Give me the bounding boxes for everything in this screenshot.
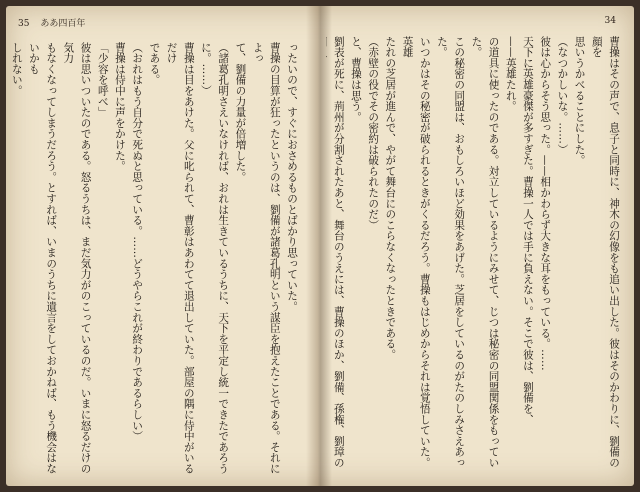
- running-title: ああ四百年: [40, 19, 86, 29]
- text-line: 思いうかべることにした。: [573, 36, 586, 166]
- text-line: 曹操の目算が狂ったというのは、劉備が諸葛孔明という謀臣を抱えたことである。それによっ: [251, 42, 281, 474]
- text-line: ——英雄たれ。: [504, 36, 517, 112]
- text-line: [6, 42, 8, 474]
- book-spread: [6, 6, 634, 486]
- text-line: 曹操は侍中に声をかけた。: [113, 42, 126, 172]
- right-page-header: [605, 16, 616, 26]
- text-line: と、曹操は思う。: [349, 36, 362, 123]
- text-line: もなくなってしまうだろう。とすれば、いまのうちに遺言をしておかねば、もう機会はないかも: [27, 42, 58, 474]
- text-line: 彼は思いついたのである。怒るうちは、まだ気力がのこっているのだ。いまに怒るだけの気力: [62, 42, 92, 474]
- text-line: ったいので、すぐにおさめるものとばかり思っていた。: [286, 42, 298, 312]
- left-page-header: [18, 16, 93, 29]
- text-line: （諸葛孔明さえいなければ、おれは生きているうちに、天下を平定し統一できたであろう: [217, 42, 230, 474]
- text-line: 劉表が死に、荊州が分割されたあと、舞台のうえには、曹操のほか、劉備、孫権、劉璋の: [332, 36, 345, 468]
- text-line: この秘密の同盟は、おもしろいほど効果をあげた。芝居をしているのがたのしみさえあった。: [435, 36, 466, 468]
- text-line: 彼は心からそう思った。——相かわらず大きな耳をもっている。……: [539, 36, 552, 371]
- text-line: 「少容を呼べ」: [96, 42, 109, 118]
- text-line: （なつかしいな。……）: [556, 36, 569, 155]
- right-page: [326, 6, 634, 486]
- text-line: である。: [148, 42, 161, 86]
- text-line: 天下に英雄豪傑が多すぎた。曹操一人では手に負えない。そこで彼は、劉備を、: [521, 36, 534, 425]
- right-page-body: [332, 36, 622, 474]
- text-line: 曹操はその声で、息子と同時に、神木の幻像をも追い出した。彼はそのかわりに、劉備の顔を: [590, 36, 620, 468]
- text-line: （おれはもう自分で死ぬと思っている。……どうやらこれが終わりであるらしい）: [131, 42, 144, 442]
- text-line: たれの芝居が進んで、やがて舞台にのこらなくなったときである。: [384, 36, 397, 360]
- left-page: [6, 6, 312, 486]
- text-line: て、劉備の力量が倍増した。: [234, 42, 247, 183]
- text-line: 曹操は目をあけた。父に叱られて、曹彰はあわてて退出していた。部屋の隅に侍中がいるだけ: [165, 42, 195, 474]
- left-page-body: [10, 42, 300, 474]
- right-page-number: 34: [604, 16, 616, 26]
- left-page-number: 35: [18, 19, 30, 29]
- text-line: に。……）: [199, 42, 212, 96]
- text-line: いつかはその秘密が破られるときがくるだろう。曹操もはじめからそれは覚悟していた。英雄: [401, 36, 431, 468]
- text-line: （赤壁の役でその密約は破られたのだ）: [367, 36, 380, 231]
- text-line: の道具に使ったのである。対立しているようにみせて、じつは秘密の同盟関係をもっていた。: [470, 36, 500, 468]
- text-line: しれない。: [10, 42, 23, 96]
